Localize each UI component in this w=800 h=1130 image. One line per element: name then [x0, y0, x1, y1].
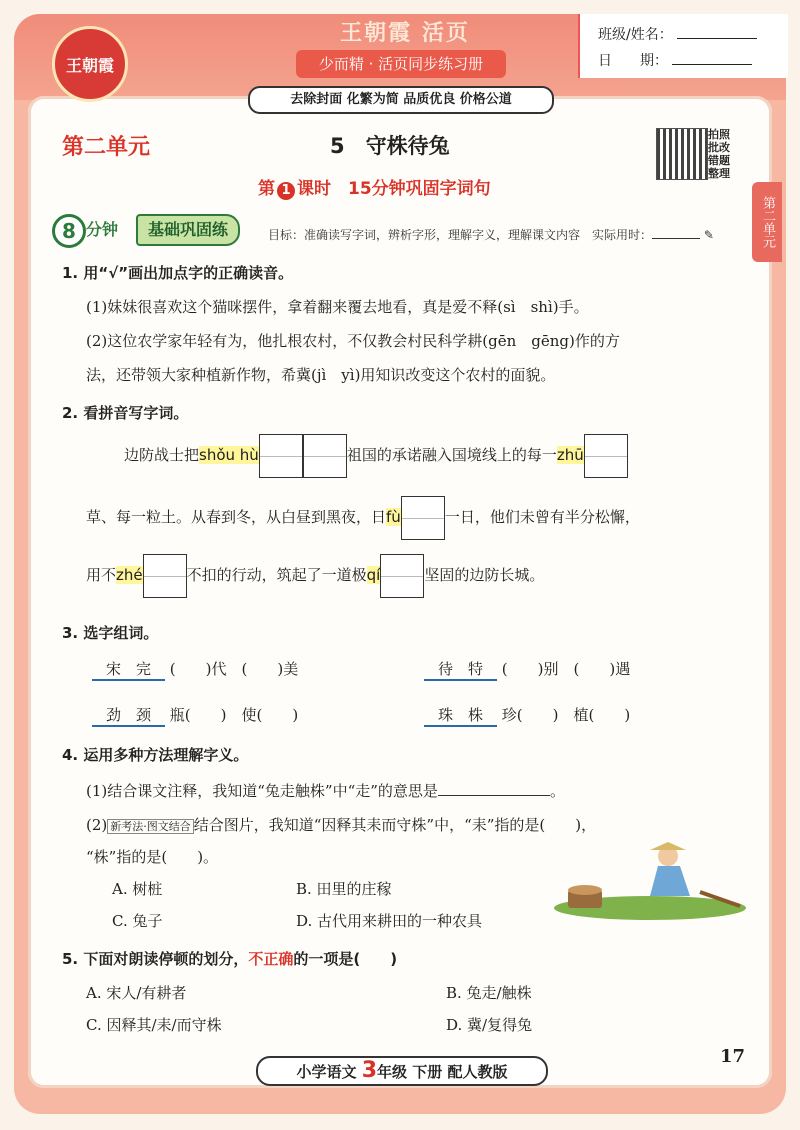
- section-minutes-badge: 8: [52, 214, 86, 248]
- question-1-title: 1. 用“√”画出加点字的正确读音。: [62, 264, 294, 282]
- question-4-line-1: (1)结合课文注释，我知道“兔走触株”中“走”的意思是 。: [86, 782, 565, 800]
- question-5-option-b[interactable]: B. 兔走/触株: [446, 984, 532, 1002]
- question-4-option-a[interactable]: A. 树桩: [112, 880, 163, 898]
- date-label: 日 期：: [598, 53, 668, 69]
- class-name-field[interactable]: [598, 24, 757, 44]
- question-1-line-3: 法，还带领大家种植新作物，希冀(jì yì)用知识改变这个农村的面貌。: [86, 366, 556, 384]
- class-name-label: 班级/姓名：: [598, 27, 673, 43]
- question-4-option-c[interactable]: C. 兔子: [112, 912, 163, 930]
- question-2-sentence-2: 草、每一粒土。从春到冬，从白昼到黑夜，日fù 一日，他们未曾有半分松懈，: [86, 496, 640, 540]
- question-4-option-b[interactable]: B. 田里的庄稼: [296, 880, 392, 898]
- question-3-pair-3: 劲 颈 瓶( ) 使( ): [92, 704, 298, 727]
- unit-side-tab: 第二单元: [752, 182, 782, 262]
- question-4-option-d[interactable]: D. 古代用来耕田的一种农具: [296, 912, 483, 930]
- series-subtitle: 少而精 · 活页同步练习册: [296, 50, 506, 78]
- question-1-line-1: (1)妹妹很喜欢这个猫咪摆件，拿着翻来覆去地看，真是爱不释(sì shì)手。: [86, 298, 589, 316]
- question-5-title: 5. 下面对朗读停顿的划分，不正确的一项是( ): [62, 950, 398, 968]
- footer-bar: 小学语文 3年级 下册 配人教版: [256, 1056, 548, 1086]
- section-minutes-label: 分钟: [86, 220, 119, 239]
- question-5-option-c[interactable]: C. 因释其/耒/而守株: [86, 1016, 222, 1034]
- page-number: 17: [720, 1046, 746, 1067]
- answer-box[interactable]: [143, 554, 187, 598]
- question-4-title: 4. 运用多种方法理解字义。: [62, 746, 249, 764]
- slogan-bar: 去除封面 化繁为简 品质优良 价格公道: [248, 86, 554, 114]
- question-3-pair-2: 待 特 ( )别 ( )遇: [424, 658, 630, 681]
- farmer-illustration: [550, 842, 750, 922]
- new-format-badge: 新考法·图文结合: [107, 819, 194, 834]
- question-4-line-2: (2) 新考法·图文结合 结合图片，我知道“因释其耒而守株”中，“耒”指的是( )，: [86, 816, 597, 834]
- question-3-pair-1: 宋 完 ( )代 ( )美: [92, 658, 298, 681]
- question-5-option-a[interactable]: A. 宋人/有耕者: [86, 984, 187, 1002]
- section-goal: 目标：准确读写字词，辨析字形，理解字义，理解课文内容 实际用时： ✎: [268, 228, 714, 242]
- question-5-option-d[interactable]: D. 冀/复得兔: [446, 1016, 533, 1034]
- brand-title: 王朝霞 活页: [340, 21, 470, 46]
- question-1-line-2: (2)这位农学家年轻有为，他扎根农村，不仅教会村民科学耕(gēn gēng)作的方: [86, 332, 620, 350]
- answer-box[interactable]: [584, 434, 628, 478]
- answer-box[interactable]: [303, 434, 347, 478]
- question-2-sentence-1: 边防战士把shǒu hù 祖国的承诺融入国境线上的每一zhū: [124, 434, 628, 478]
- qr-code-icon[interactable]: [656, 128, 708, 180]
- lesson-title: 5 守株待兔: [330, 134, 450, 158]
- pencil-icon: ✎: [703, 228, 714, 242]
- qr-caption: 拍照批改 错题整理: [708, 128, 730, 180]
- unit-title: 第二单元: [62, 135, 151, 160]
- question-2-sentence-3: 用不zhé 不扣的行动，筑起了一道极qí 坚固的边防长城。: [86, 554, 544, 598]
- period-title: 第 1 课时 15分钟巩固字词句: [258, 179, 491, 199]
- section-title: 基础巩固练: [136, 214, 240, 246]
- answer-box[interactable]: [380, 554, 424, 598]
- answer-box[interactable]: [259, 434, 303, 478]
- question-2-title: 2. 看拼音写字词。: [62, 404, 189, 422]
- publisher-logo: 王朝霞: [52, 26, 128, 102]
- question-3-pair-4: 珠 株 珍( ) 植( ): [424, 704, 630, 727]
- date-field[interactable]: [598, 50, 752, 70]
- question-4-line-3: “株”指的是( )。: [86, 848, 219, 866]
- question-3-title: 3. 选字组词。: [62, 624, 159, 642]
- answer-blank[interactable]: [438, 795, 550, 796]
- student-info-box: [578, 14, 788, 78]
- answer-box[interactable]: [401, 496, 445, 540]
